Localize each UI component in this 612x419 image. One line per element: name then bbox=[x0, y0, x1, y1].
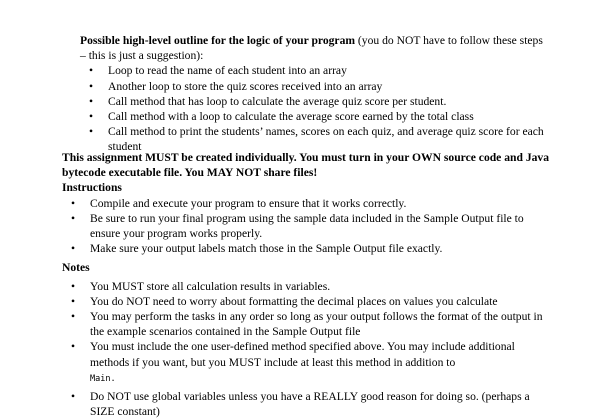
list-item: • Another loop to store the quiz scores received into an array bbox=[89, 79, 383, 93]
bullet-icon: • bbox=[71, 242, 76, 256]
bullet-icon: • bbox=[71, 310, 76, 324]
list-item: • Loop to read the name of each student into an array bbox=[89, 64, 347, 78]
list-item: • You do NOT need to worry about formatting the decimal places on values you calculate bbox=[71, 294, 498, 308]
bullet-icon: • bbox=[89, 110, 94, 124]
main-code-text: Main. bbox=[90, 373, 116, 384]
notes-heading: Notes bbox=[62, 261, 90, 275]
list-item: • Call method that has loop to calculate the average quiz score per student. bbox=[89, 94, 447, 108]
outline-intro bbox=[80, 33, 550, 63]
list-item: • Do NOT use global variables unless you have a REALLY good reason for doing so. (perhaps a SIZE constant) bbox=[71, 389, 530, 419]
bullet-icon: • bbox=[89, 64, 94, 78]
list-item: • Call method with a loop to calculate the average score earned by the total class bbox=[89, 110, 474, 124]
list-item: • Make sure your output labels match those in the Sample Output file exactly. bbox=[71, 242, 443, 256]
bullet-icon: • bbox=[89, 79, 94, 93]
notes-list bbox=[62, 279, 552, 419]
list-item: • You must include the one user-defined method specified above. You may include additional methods if you want, but you MUST include at least this method in addition to Main. bbox=[62, 339, 552, 388]
bullet-icon: • bbox=[71, 279, 76, 293]
assignment-notice: This assignment MUST be created individually. You must turn in your OWN source code and Java bytecode executable file. You MAY NOT share files! bbox=[62, 151, 550, 180]
list-item: • You MUST store all calculation results in variables. bbox=[71, 279, 331, 293]
bullet-icon: • bbox=[71, 389, 76, 403]
bullet-icon: • bbox=[89, 125, 94, 139]
list-item: • Compile and execute your program to ensure that it works correctly. bbox=[71, 196, 407, 210]
bullet-icon: • bbox=[71, 211, 76, 225]
outline-list bbox=[80, 63, 550, 154]
list-item: • Call method to print the students’ names, scores on each quiz, and average quiz score for each student bbox=[89, 125, 544, 154]
bullet-icon: • bbox=[71, 340, 76, 354]
list-item: • You may perform the tasks in any order so long as your output follows the format of the output in the example scenarios contained in the Sample Output file bbox=[71, 310, 543, 339]
bullet-icon: • bbox=[71, 196, 76, 210]
instructions-heading: Instructions bbox=[62, 181, 122, 195]
bullet-icon: • bbox=[71, 294, 76, 308]
bullet-icon: • bbox=[89, 94, 94, 108]
outline-intro-bold: Possible high-level outline for the logic of your program bbox=[80, 34, 356, 47]
list-item: • Be sure to run your final program using the sample data included in the Sample Output file to ensure your program works properly. bbox=[71, 211, 524, 241]
outline-section bbox=[80, 33, 550, 155]
outline-intro-rest: (you do NOT have to follow these steps – this is just a suggestion): bbox=[80, 34, 543, 63]
instructions-list bbox=[62, 196, 552, 257]
main-section bbox=[62, 150, 552, 419]
